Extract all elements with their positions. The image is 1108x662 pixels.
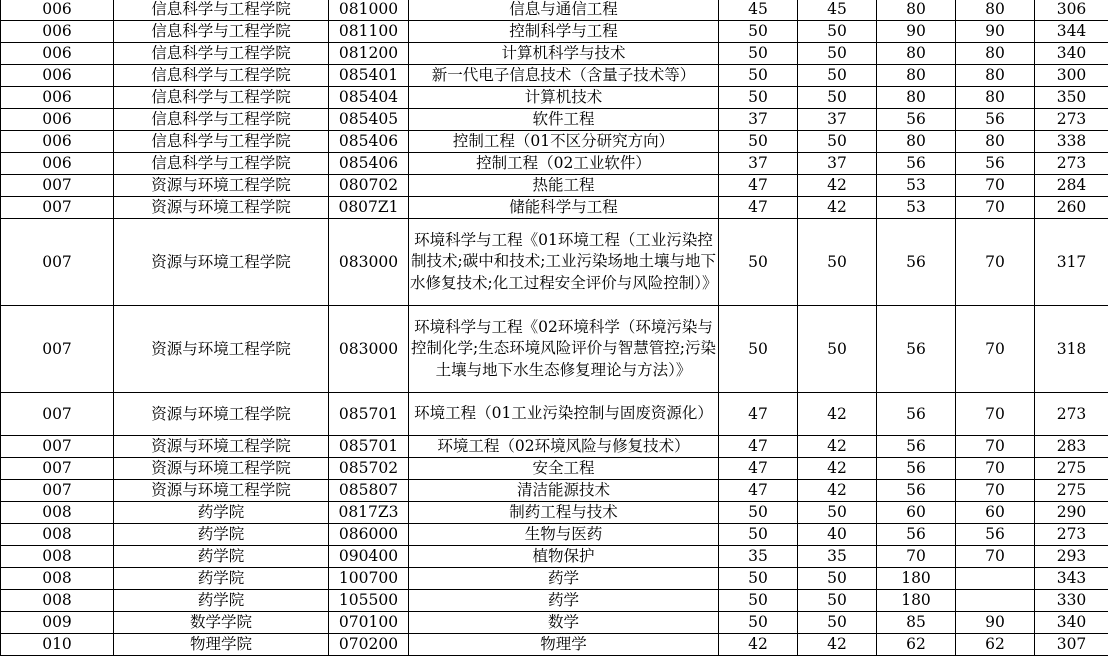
school-name-cell: 信息科学与工程学院 [114, 109, 329, 131]
score-subject1-cell: 56 [877, 436, 956, 458]
major-name-cell: 储能科学与工程 [409, 197, 719, 219]
score-total-cell: 340 [1035, 612, 1108, 634]
score-total-cell: 338 [1035, 131, 1108, 153]
table-row [1, 436, 1108, 458]
score-total-cell: 330 [1035, 590, 1108, 612]
score-subject2-cell: 56 [956, 153, 1035, 175]
score-subject1-cell: 180 [877, 568, 956, 590]
school-name-cell: 药学院 [114, 502, 329, 524]
score-language-cell: 50 [798, 219, 877, 306]
score-total-cell: 275 [1035, 480, 1108, 502]
major-code-cell: 100700 [329, 568, 409, 590]
school-code-cell: 007 [1, 436, 114, 458]
score-subject2-cell: 70 [956, 480, 1035, 502]
score-subject2-cell: 70 [956, 393, 1035, 436]
school-code-cell: 007 [1, 480, 114, 502]
score-language-cell: 45 [798, 0, 877, 21]
major-name-cell: 清洁能源技术 [409, 480, 719, 502]
score-subject2-cell: 70 [956, 175, 1035, 197]
score-total-cell: 340 [1035, 43, 1108, 65]
score-language-cell: 50 [798, 306, 877, 393]
table-body [1, 0, 1108, 656]
score-language-cell: 35 [798, 546, 877, 568]
score-subject1-cell: 53 [877, 197, 956, 219]
score-politics-cell: 47 [719, 197, 798, 219]
major-code-cell: 081100 [329, 21, 409, 43]
score-language-cell: 42 [798, 436, 877, 458]
score-language-cell: 42 [798, 197, 877, 219]
table-row [1, 175, 1108, 197]
score-subject2-cell: 60 [956, 502, 1035, 524]
major-code-cell: 085404 [329, 87, 409, 109]
score-language-cell: 50 [798, 612, 877, 634]
score-language-cell: 50 [798, 87, 877, 109]
school-name-cell: 资源与环境工程学院 [114, 458, 329, 480]
score-subject1-cell: 56 [877, 458, 956, 480]
major-code-cell: 081000 [329, 0, 409, 21]
school-code-cell: 006 [1, 0, 114, 21]
school-name-cell: 药学院 [114, 546, 329, 568]
score-language-cell: 50 [798, 590, 877, 612]
major-code-cell: 085702 [329, 458, 409, 480]
score-subject2-cell: 56 [956, 524, 1035, 546]
school-code-cell: 010 [1, 634, 114, 656]
score-politics-cell: 50 [719, 219, 798, 306]
score-total-cell: 273 [1035, 524, 1108, 546]
table-row [1, 568, 1108, 590]
score-subject1-cell: 80 [877, 65, 956, 87]
score-subject2-cell: 70 [956, 306, 1035, 393]
score-language-cell: 50 [798, 502, 877, 524]
table-row [1, 458, 1108, 480]
school-code-cell: 006 [1, 131, 114, 153]
school-name-cell: 资源与环境工程学院 [114, 436, 329, 458]
score-total-cell: 344 [1035, 21, 1108, 43]
score-subject2-cell: 62 [956, 634, 1035, 656]
school-name-cell: 信息科学与工程学院 [114, 21, 329, 43]
major-code-cell: 070200 [329, 634, 409, 656]
score-politics-cell: 50 [719, 590, 798, 612]
major-name-cell: 制药工程与技术 [409, 502, 719, 524]
major-name-cell: 植物保护 [409, 546, 719, 568]
school-name-cell: 药学院 [114, 590, 329, 612]
score-language-cell: 50 [798, 21, 877, 43]
school-code-cell: 007 [1, 458, 114, 480]
score-subject1-cell: 56 [877, 153, 956, 175]
score-subject2-cell: 80 [956, 131, 1035, 153]
score-subject1-cell: 180 [877, 590, 956, 612]
score-politics-cell: 47 [719, 175, 798, 197]
major-name-cell: 计算机技术 [409, 87, 719, 109]
table-row [1, 634, 1108, 656]
school-code-cell: 008 [1, 502, 114, 524]
score-subject2-cell: 70 [956, 436, 1035, 458]
score-subject1-cell: 56 [877, 393, 956, 436]
major-code-cell: 085406 [329, 153, 409, 175]
score-language-cell: 50 [798, 65, 877, 87]
score-subject2-cell: 80 [956, 43, 1035, 65]
school-name-cell: 药学院 [114, 568, 329, 590]
score-subject2-cell: 80 [956, 65, 1035, 87]
major-name-cell: 热能工程 [409, 175, 719, 197]
table-row [1, 131, 1108, 153]
major-name-cell: 软件工程 [409, 109, 719, 131]
major-name-cell: 药学 [409, 568, 719, 590]
table-row [1, 0, 1108, 21]
score-politics-cell: 47 [719, 480, 798, 502]
major-name-cell: 生物与医药 [409, 524, 719, 546]
score-subject2-cell: 70 [956, 219, 1035, 306]
table-row [1, 590, 1108, 612]
school-name-cell: 信息科学与工程学院 [114, 65, 329, 87]
school-name-cell: 资源与环境工程学院 [114, 197, 329, 219]
school-code-cell: 006 [1, 65, 114, 87]
school-name-cell: 物理学院 [114, 634, 329, 656]
score-politics-cell: 50 [719, 65, 798, 87]
score-politics-cell: 47 [719, 458, 798, 480]
score-subject2-cell [956, 590, 1035, 612]
major-name-cell: 安全工程 [409, 458, 719, 480]
score-language-cell: 42 [798, 458, 877, 480]
score-total-cell: 317 [1035, 219, 1108, 306]
major-name-cell: 计算机科学与技术 [409, 43, 719, 65]
score-subject1-cell: 80 [877, 131, 956, 153]
school-code-cell: 008 [1, 546, 114, 568]
score-politics-cell: 47 [719, 436, 798, 458]
score-total-cell: 273 [1035, 393, 1108, 436]
major-code-cell: 0807Z1 [329, 197, 409, 219]
school-code-cell: 008 [1, 524, 114, 546]
table-row [1, 306, 1108, 393]
score-total-cell: 293 [1035, 546, 1108, 568]
score-subject1-cell: 80 [877, 0, 956, 21]
score-subject1-cell: 80 [877, 87, 956, 109]
school-code-cell: 007 [1, 219, 114, 306]
major-name-cell: 新一代电子信息技术（含量子技术等） [409, 65, 719, 87]
score-total-cell: 273 [1035, 109, 1108, 131]
score-total-cell: 260 [1035, 197, 1108, 219]
school-code-cell: 007 [1, 393, 114, 436]
score-politics-cell: 50 [719, 21, 798, 43]
school-code-cell: 006 [1, 109, 114, 131]
score-language-cell: 42 [798, 393, 877, 436]
major-name-cell: 信息与通信工程 [409, 0, 719, 21]
school-name-cell: 资源与环境工程学院 [114, 175, 329, 197]
score-subject2-cell: 80 [956, 87, 1035, 109]
major-name-cell: 环境工程（02环境风险与修复技术） [409, 436, 719, 458]
table-row [1, 524, 1108, 546]
score-subject1-cell: 80 [877, 43, 956, 65]
school-code-cell: 006 [1, 153, 114, 175]
table-row [1, 502, 1108, 524]
school-name-cell: 资源与环境工程学院 [114, 306, 329, 393]
school-name-cell: 信息科学与工程学院 [114, 153, 329, 175]
score-subject1-cell: 62 [877, 634, 956, 656]
major-code-cell: 070100 [329, 612, 409, 634]
score-subject2-cell: 70 [956, 458, 1035, 480]
score-subject1-cell: 56 [877, 219, 956, 306]
major-code-cell: 086000 [329, 524, 409, 546]
score-politics-cell: 50 [719, 131, 798, 153]
score-total-cell: 343 [1035, 568, 1108, 590]
school-name-cell: 信息科学与工程学院 [114, 87, 329, 109]
table-row [1, 21, 1108, 43]
school-code-cell: 008 [1, 590, 114, 612]
score-total-cell: 275 [1035, 458, 1108, 480]
major-code-cell: 090400 [329, 546, 409, 568]
school-name-cell: 药学院 [114, 524, 329, 546]
score-total-cell: 300 [1035, 65, 1108, 87]
score-subject1-cell: 53 [877, 175, 956, 197]
major-name-cell: 环境科学与工程《02环境科学（环境污染与控制化学;生态环境风险评价与智慧管控;污染土壤与地下水生态修复理论与方法）》 [409, 306, 719, 393]
major-name-cell: 控制工程（02工业软件） [409, 153, 719, 175]
major-code-cell: 081200 [329, 43, 409, 65]
school-code-cell: 007 [1, 197, 114, 219]
score-language-cell: 50 [798, 43, 877, 65]
school-code-cell: 006 [1, 43, 114, 65]
score-total-cell: 283 [1035, 436, 1108, 458]
score-politics-cell: 50 [719, 568, 798, 590]
score-subject2-cell: 90 [956, 21, 1035, 43]
table-row [1, 612, 1108, 634]
score-language-cell: 40 [798, 524, 877, 546]
table-row [1, 109, 1108, 131]
score-total-cell: 307 [1035, 634, 1108, 656]
school-code-cell: 006 [1, 21, 114, 43]
score-politics-cell: 50 [719, 43, 798, 65]
score-total-cell: 290 [1035, 502, 1108, 524]
score-language-cell: 50 [798, 131, 877, 153]
major-code-cell: 085401 [329, 65, 409, 87]
score-total-cell: 284 [1035, 175, 1108, 197]
major-code-cell: 105500 [329, 590, 409, 612]
major-code-cell: 085807 [329, 480, 409, 502]
table-row [1, 87, 1108, 109]
school-name-cell: 资源与环境工程学院 [114, 480, 329, 502]
score-subject1-cell: 90 [877, 21, 956, 43]
school-code-cell: 008 [1, 568, 114, 590]
score-total-cell: 350 [1035, 87, 1108, 109]
major-name-cell: 药学 [409, 590, 719, 612]
major-code-cell: 083000 [329, 219, 409, 306]
score-subject1-cell: 56 [877, 524, 956, 546]
score-language-cell: 50 [798, 568, 877, 590]
score-total-cell: 318 [1035, 306, 1108, 393]
major-code-cell: 083000 [329, 306, 409, 393]
school-code-cell: 009 [1, 612, 114, 634]
school-code-cell: 006 [1, 87, 114, 109]
score-politics-cell: 35 [719, 546, 798, 568]
table-row [1, 393, 1108, 436]
score-subject1-cell: 85 [877, 612, 956, 634]
major-code-cell: 0817Z3 [329, 502, 409, 524]
major-code-cell: 085405 [329, 109, 409, 131]
score-politics-cell: 37 [719, 109, 798, 131]
score-politics-cell: 37 [719, 153, 798, 175]
table-row [1, 219, 1108, 306]
table-row [1, 546, 1108, 568]
score-subject2-cell: 56 [956, 109, 1035, 131]
table-row [1, 43, 1108, 65]
score-subject1-cell: 70 [877, 546, 956, 568]
score-subject1-cell: 56 [877, 109, 956, 131]
major-name-cell: 数学 [409, 612, 719, 634]
score-subject2-cell: 70 [956, 546, 1035, 568]
score-politics-cell: 50 [719, 502, 798, 524]
score-politics-cell: 45 [719, 0, 798, 21]
major-name-cell: 控制科学与工程 [409, 21, 719, 43]
score-language-cell: 42 [798, 175, 877, 197]
score-politics-cell: 50 [719, 87, 798, 109]
major-name-cell: 环境科学与工程《01环境工程（工业污染控制技术;碳中和技术;工业污染场地土壤与地下水修复技术;化工过程安全评价与风险控制）》 [409, 219, 719, 306]
score-politics-cell: 50 [719, 306, 798, 393]
table-row [1, 153, 1108, 175]
score-politics-cell: 42 [719, 634, 798, 656]
major-code-cell: 080702 [329, 175, 409, 197]
score-total-cell: 273 [1035, 153, 1108, 175]
score-politics-cell: 50 [719, 612, 798, 634]
score-politics-cell: 47 [719, 393, 798, 436]
score-subject1-cell: 56 [877, 480, 956, 502]
score-language-cell: 37 [798, 153, 877, 175]
school-name-cell: 信息科学与工程学院 [114, 0, 329, 21]
score-subject2-cell: 80 [956, 0, 1035, 21]
major-name-cell: 环境工程（01工业污染控制与固废资源化） [409, 393, 719, 436]
school-code-cell: 007 [1, 306, 114, 393]
school-name-cell: 信息科学与工程学院 [114, 43, 329, 65]
school-code-cell: 007 [1, 175, 114, 197]
table-row [1, 65, 1108, 87]
score-total-cell: 306 [1035, 0, 1108, 21]
school-name-cell: 数学学院 [114, 612, 329, 634]
score-subject2-cell [956, 568, 1035, 590]
score-politics-cell: 50 [719, 524, 798, 546]
table-row [1, 197, 1108, 219]
score-language-cell: 37 [798, 109, 877, 131]
major-code-cell: 085406 [329, 131, 409, 153]
school-name-cell: 资源与环境工程学院 [114, 219, 329, 306]
major-code-cell: 085701 [329, 393, 409, 436]
score-subject1-cell: 60 [877, 502, 956, 524]
score-language-cell: 42 [798, 634, 877, 656]
table-row [1, 480, 1108, 502]
major-name-cell: 物理学 [409, 634, 719, 656]
score-subject2-cell: 90 [956, 612, 1035, 634]
score-subject1-cell: 56 [877, 306, 956, 393]
school-name-cell: 信息科学与工程学院 [114, 131, 329, 153]
score-language-cell: 42 [798, 480, 877, 502]
school-name-cell: 资源与环境工程学院 [114, 393, 329, 436]
major-name-cell: 控制工程（01不区分研究方向） [409, 131, 719, 153]
major-code-cell: 085701 [329, 436, 409, 458]
score-subject2-cell: 70 [956, 197, 1035, 219]
